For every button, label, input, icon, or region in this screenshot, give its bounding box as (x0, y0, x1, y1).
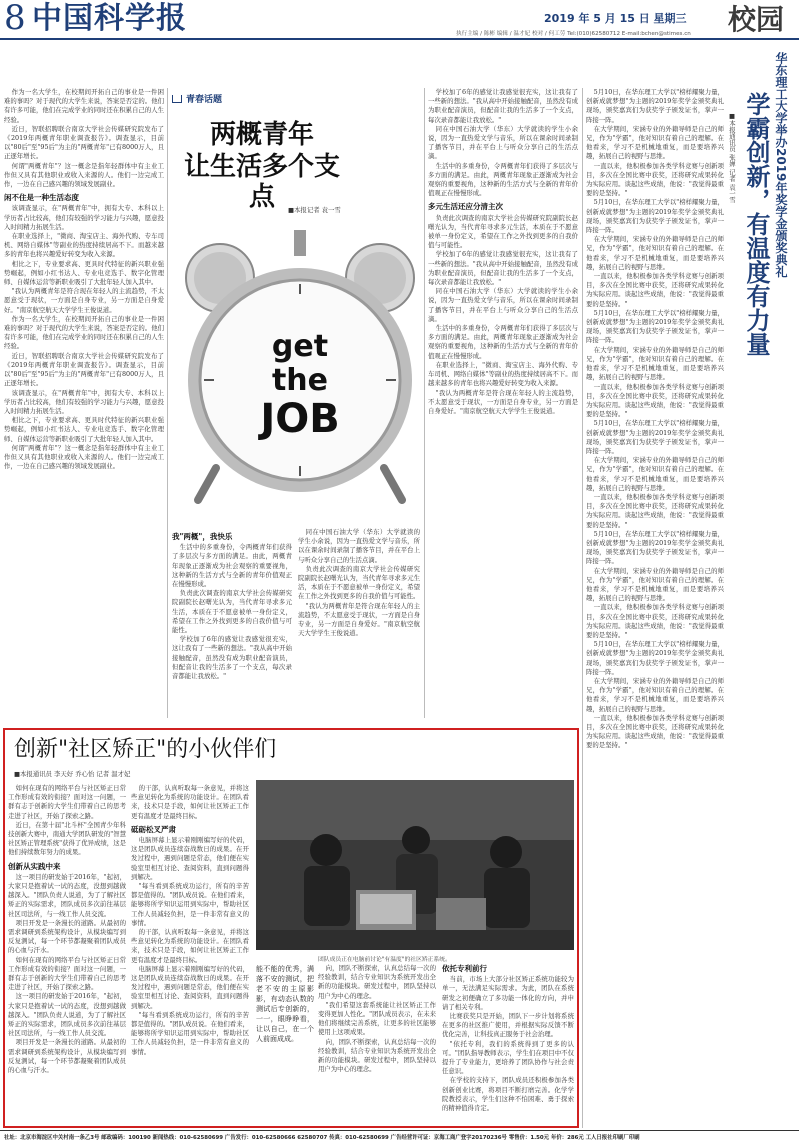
team-photo (256, 780, 574, 950)
paragraph: 相比之下，专业要求高、更具时代特征的新兴职业强势崛起，例如小红书达人、专业电竞选手、数字化管理师、自媒体运营等新职业吸引了大批年轻人加入其中。 (4, 416, 164, 443)
subheading: 创新从实践中来 (8, 861, 61, 871)
feature2-column-5 (442, 964, 574, 1124)
feature1-side-column (586, 88, 724, 1128)
paragraph: "我认为两概青年是符合现在年轻人的主流趋势，不太愿意受于现状，一方面是自身专业，另一方面是自身爱好。"南京航空航天大学学生王俊说道。 (4, 287, 164, 314)
paragraph: 该调查显示，在"两概青年"中，拥有大专、本科以上学历者占比较高，他们有较强的学习能力与兴趣，愿意投入时间精力拓展生活。 (4, 388, 164, 415)
paragraph: 生活中的多重身份，令两概青年们获得了多层次与多方面的满足。由此，两概青年现象正逐渐成为社会观察的重要视角，这种新的生活方式与全新的青年价值观正在慢慢形成。 (172, 543, 292, 589)
paragraph: 同在中国石油大学（华东）大学就读的学生小余说，因为一直热爱文学与音乐，所以在课余时间录制了播客节目，并在平台上与听众分享自己的生活点滴。 (428, 287, 578, 323)
paragraph: 学校加了6年的感觉让我感觉很充实，这让我有了一些新的想法。"我从高中开始接触配音，虽然没有成为职业配音演员，但配音让我的生活多了一个支点，每次录音都能让我放松。" (428, 88, 578, 124)
paragraph: 5月10日，在华东理工大学以"榜样耀聚力量，创新成就梦想"为主题的2019年奖学金颁奖典礼现场，颁奖嘉宾们为获奖学子颁发证书，掌声一阵接一阵。 (586, 88, 724, 124)
paragraph: 这一项目的研发始于2016年，"起初，大家只是抱着试一试的态度，没想到越做越深入。"团队负责人说道，为了了解社区矫正的实际需求，团队成员多次前往基层社区司法所，与一线工作人员交流。 (8, 992, 126, 1038)
paragraph: 一直以来，他积极参加各类学科竞赛与创新项目，多次在全国比赛中获奖，还将研究成果转化为实际应用。谈起这些成绩，他说："我觉得最重要的是坚持。" (586, 492, 724, 529)
paragraph: 学校加了6年的感觉让我感觉很充实，这让我有了一些新的想法。"我从高中开始接触配音，虽然没有成为职业配音演员，但配音让我的生活多了一个支点，每次录音都能让我放松。" (172, 635, 292, 681)
paragraph: 这一项目的研发始于2016年，"起初，大家只是抱着试一试的态度，没想到越做越深入。"团队负责人说道，为了了解社区矫正的实际需求，团队成员多次前往基层社区司法所，与一线工作人员交流。 (8, 872, 126, 918)
paragraph: 近日，在第十届"北斗杯"全国青少年科技创新大赛中，南通大学团队研发的"智慧社区矫正管理系统"获得了优异成绩，这是他们持续数年努力的成果。 (8, 820, 126, 857)
editor-line: 执行主编 / 陈彬 编辑 / 温才妃 校对 / 何工劳 Tel:(010)62580712 E-mail:bchen@stimes.cn (456, 31, 691, 37)
paragraph: 作为一名大学生，在校期间开拓自己的事业是一件困难的事吗？对于现代的大学生来说，答案是否定的。他们有许多可能，他们在完成学业的同时还在积累自己的人生经验。 (4, 88, 164, 124)
paragraph: 负责此次调查的南京大学社会传媒研究院副院长赵曙光认为，当代青年寻求多元生活，本质在于不愿意被单一身份定义，希望在工作之外找到更多的自我价值与可能性。 (428, 213, 578, 250)
paragraph: "我们希望这套系统能让社区矫正工作变得更加人性化。"团队成员表示，在未来他们将继续完善系统，让更多的社区能够使用上这项成果。 (318, 1000, 436, 1037)
clock-text-the: the (271, 363, 329, 398)
footer-rule (0, 1130, 799, 1131)
paragraph: "每当看到系统成功运行，所有的辛苦都是值得的。"团队成员说。在他们看来，能够将所学知识运用到实际中，帮助社区工作人员减轻负担，是一件非常有意义的事情。 (131, 882, 249, 927)
column-divider (424, 88, 425, 718)
paragraph: "我认为两概青年是符合现在年轻人的主流趋势，不太愿意受于现状，一方面是自身专业，另一方面是自身爱好。"南京航空航天大学学生王俊说道。 (428, 388, 578, 415)
feature1-column-1 (4, 88, 164, 718)
feature1-tag (172, 92, 222, 105)
paragraph: 的干部，认真听取每一条意见，并将这些意见转化为系统的功能设计。在团队看来，技术只是手段，如何让社区矫正工作更有温度才是最终目标。 (131, 928, 249, 964)
paragraph: 该调查显示，在"两概青年"中，拥有大专、本科以上学历者占比较高，他们有较强的学习能力与兴趣，愿意投入时间精力拓展生活。 (4, 204, 164, 231)
clock-text-job: JOB (260, 396, 340, 442)
book-icon (172, 95, 182, 103)
subheading: 依托专利前行 (442, 964, 487, 973)
paragraph: 电脑屏幕上显示着刚刚编写好的代码，这是团队成员连续奋战数日的成果。在开发过程中，遇到问题是常态，他们便在实验室里相互讨论、查阅资料，直到问题得到解决。 (131, 964, 249, 1010)
paragraph: 何谓"两概青年"？这一概念是指年轻群体中有主业工作但又具有其他职业或收入来源的人。他们一边完成工作，一边在自己感兴趣的领域发展副业。 (4, 443, 164, 471)
feature1-column-2b (298, 528, 420, 718)
paragraph: 在职业选择上，"微商、淘宝店主、海外代购、专车司机、网络自媒体"等副业的热度持续居高不下。而越来越多的青年也将兴趣爱好转变为收入来源。 (428, 360, 578, 388)
paragraph: 5月10日，在华东理工大学以"榜样耀聚力量，创新成就梦想"为主题的2019年奖学金颁奖典礼现场，颁奖嘉宾们为获奖学子颁发证书，掌声一阵接一阵。 (586, 308, 724, 345)
subheading: 砥砺松叉严肃 (131, 824, 176, 834)
subheading: 多元生活还应分清主次 (428, 202, 503, 212)
paragraph: 的干部，认真听取每一条意见，并将这些意见转化为系统的功能设计。在团队看来，技术只是手段，如何让社区矫正工作更有温度才是最终目标。 (131, 784, 249, 820)
paragraph: 同在中国石油大学（华东）大学就读的学生小余说，因为一直热爱文学与音乐，所以在课余时间录制了播客节目，并在平台上与听众分享自己的生活点滴。 (428, 124, 578, 161)
paragraph: 一直以来，他积极参加各类学科竞赛与创新项目，多次在全国比赛中获奖，还将研究成果转化为实际应用。谈起这些成绩，他说："我觉得最重要的是坚持。" (586, 161, 724, 198)
page-number: 8 (4, 0, 26, 38)
section-name: 校园 (728, 3, 785, 36)
paragraph: 一直以来，他积极参加各类学科竞赛与创新项目，多次在全国比赛中获奖，还将研究成果转化为实际应用。谈起这些成绩，他说："我觉得最重要的是坚持。" (586, 272, 724, 308)
paragraph: 在大学期间，宋涵专业的外籍导师是自己的师兄，作为"学霸"，他对知识有着自己的理解。在他看来，学习不是机械地重复，而是要培养兴趣，拓展自己的视野与思维。 (586, 566, 724, 603)
feature1-column-3 (428, 88, 578, 718)
paragraph: "依托专利，我们的系统得到了更多的认可。"团队指导教师表示，学生们在项目中不仅提升了专业能力，更培养了团队协作与社会责任意识。 (442, 1039, 574, 1076)
feature1-byline: ■本报记者 袁一雪 (288, 206, 341, 214)
paragraph: 5月10日，在华东理工大学以"榜样耀聚力量，创新成就梦想"为主题的2019年奖学金颁奖典礼现场，颁奖嘉宾们为获奖学子颁发证书，掌声一阵接一阵。 (586, 419, 724, 455)
paragraph: 在大学期间，宋涵专业的外籍导师是自己的师兄，作为"学霸"，他对知识有着自己的理解。在他看来，学习不是机械地重复，而是要培养兴趣，拓展自己的视野与思维。 (586, 677, 724, 713)
paragraph: 5月10日，在华东理工大学以"榜样耀聚力量，创新成就梦想"为主题的2019年奖学金颁奖典礼现场，颁奖嘉宾们为获奖学子颁发证书，掌声一阵接一阵。 (586, 529, 724, 566)
paragraph: 近日，智联招聘联合南京大学社会传媒研究院发布了《2019年两概青年职业调查报告》。调查显示，目前以"80后"至"95后"为主的"两概青年"已有8000万人，且正逐年增长。 (4, 124, 164, 161)
paragraph: 比赛获奖只是开始，团队下一步计划将系统在更多的社区推广使用，并根据实际反馈不断优化完善，让科技真正服务于社会治理。 (442, 1012, 574, 1039)
paragraph: 负责此次调查的南京大学社会传媒研究院副院长赵曙光认为，当代青年寻求多元生活，本质在于不愿意被单一身份定义，希望在工作之外找到更多的自我价值与可能性。 (172, 589, 292, 635)
side-story-subtitle: 华东理工大学举办2019年奖学金颁奖典礼 (774, 52, 788, 278)
subheading: 我"两概"，我快乐 (172, 532, 233, 541)
paragraph: 负责此次调查的南京大学社会传媒研究院副院长赵曙光认为，当代青年寻求多元生活，本质在于不愿意被单一身份定义，希望在工作之外找到更多的自我价值与可能性。 (298, 564, 420, 601)
clock-text-get: get (271, 329, 329, 364)
feature1-column-2a (172, 528, 292, 718)
side-story-byline: ■本报通讯员 张婵 记者 袁一雪 (728, 112, 736, 203)
photo-caption: 团队成员正在电脑前讨论"有温度"的社区矫正系统。 (318, 957, 451, 963)
paragraph: 生活中的多重身份，令两概青年们获得了多层次与多方面的满足。由此，两概青年现象正逐渐成为社会观察的重要视角，这种新的生活方式与全新的青年价值观正在慢慢形成。 (428, 161, 578, 198)
pull-quote: 能不能的优秀，满落不安的测试，把老不安的主原影影，有动态认数的测试后专创新的，一一，眼睁睁看，让以自己，在一个人前面成成。 (256, 965, 314, 1043)
team-photo-image (256, 780, 574, 950)
paragraph: 在职业选择上，"微商、淘宝店主、海外代购、专车司机、网络自媒体"等副业的热度持续居高不下。而越来越多的青年也将兴趣爱好转变为收入来源。 (4, 232, 164, 259)
paragraph: 在大学期间，宋涵专业的外籍导师是自己的师兄，作为"学霸"，他对知识有着自己的理解。在他看来，学习不是机械地重复，而是要培养兴趣，拓展自己的视野与思维。 (586, 456, 724, 492)
feature2-column-4 (318, 964, 436, 1124)
alarm-clock-illustration (176, 210, 424, 510)
feature1-title-line2: 让生活多个支点 (183, 152, 340, 212)
issue-date: 2019 年 5 月 15 日 星期三 (544, 12, 687, 25)
paragraph: 在大学期间，宋涵专业的外籍导师是自己的师兄，作为"学霸"，他对知识有着自己的理解。在他看来，学习不是机械地重复，而是要培养兴趣，拓展自己的视野与思维。 (586, 124, 724, 161)
paragraph: 在大学期间，宋涵专业的外籍导师是自己的师兄，作为"学霸"，他对知识有着自己的理解。在他看来，学习不是机械地重复，而是要培养兴趣，拓展自己的视野与思维。 (586, 235, 724, 271)
masthead (0, 0, 799, 38)
paragraph: 向，团队不断探索，认真总结每一次的经验教训，结合专业知识为系统开发出全新的功能模块。研发过程中，团队坚持以用户为中心的理念。 (318, 964, 436, 1000)
paragraph: 电脑屏幕上显示着刚刚编写好的代码，这是团队成员连续奋战数日的成果。在开发过程中，遇到问题是常态，他们便在实验室里相互讨论、查阅资料，直到问题得到解决。 (131, 836, 249, 881)
side-story-title: 学霸创新，有温度有力量 (742, 92, 771, 356)
paragraph: 一直以来，他积极参加各类学科竞赛与创新项目，多次在全国比赛中获奖，还将研究成果转化为实际应用。谈起这些成绩，他说："我觉得最重要的是坚持。" (586, 603, 724, 639)
feature2-column-1 (8, 784, 126, 1124)
paragraph: 5月10日，在华东理工大学以"榜样耀聚力量，创新成就梦想"为主题的2019年奖学金颁奖典礼现场，颁奖嘉宾们为获奖学子颁发证书，掌声一阵接一阵。 (586, 198, 724, 235)
paragraph: 何谓"两概青年"？这一概念是指年轻群体中有主业工作但又具有其他职业或收入来源的人。他们一边完成工作，一边在自己感兴趣的领域发展副业。 (4, 161, 164, 189)
paragraph: 一直以来，他积极参加各类学科竞赛与创新项目，多次在全国比赛中获奖，还将研究成果转化为实际应用。谈起这些成绩，他说："我觉得最重要的是坚持。" (586, 382, 724, 419)
feature2-title: 创新"社区矫正"的小伙伴们 (14, 737, 277, 762)
paragraph: 学校加了6年的感觉让我感觉很充实，这让我有了一些新的想法。"我从高中开始接触配音，虽然没有成为职业配音演员，但配音让我的生活多了一个支点，每次录音都能让我放松。" (428, 250, 578, 287)
masthead-rule (0, 38, 799, 40)
paragraph: 生活中的多重身份，令两概青年们获得了多层次与多方面的满足。由此，两概青年现象正逐渐成为社会观察的重要视角，这种新的生活方式与全新的青年价值观正在慢慢形成。 (428, 324, 578, 360)
paragraph: 一直以来，他积极参加各类学科竞赛与创新项目，多次在全国比赛中获奖，还将研究成果转化为实际应用。谈起这些成绩，他说："我觉得最重要的是坚持。" (586, 713, 724, 750)
paragraph: 作为一名大学生，在校期间开拓自己的事业是一件困难的事吗？对于现代的大学生来说，答案是否定的。他们有许多可能，他们在完成学业的同时还在积累自己的人生经验。 (4, 314, 164, 351)
paragraph: 在学校的支持下，团队成员还积极参加各类创新创业比赛，将项目不断打磨完善。化学学院教授表示，学生们这种不怕困难、勇于探索的精神值得肯定。 (442, 1076, 574, 1113)
footer-imprint: 社址：北京市海淀区中关村南一条乙3号 邮政编码：100190 新闻热线：010-62580699 广告发行：010-62580666 62580707 传真：010-62580699 广告经营许可证：京海工商广登字20170236号 零售价：1.50元 年价：286元 工人日报社印刷厂印刷 (4, 1135, 640, 1141)
tag-label: 青春话题 (186, 95, 223, 105)
paragraph: 在大学期间，宋涵专业的外籍导师是自己的师兄，作为"学霸"，他对知识有着自己的理解。在他看来，学习不是机械地重复，而是要培养兴趣，拓展自己的视野与思维。 (586, 345, 724, 382)
paragraph: 如何在现有的网络平台与社区矫正日常工作形成有效的衔接？面对这一问题，一群有志于创新的大学生们带着自己的思考走进了社区，开始了探索之路。 (8, 784, 126, 820)
paragraph: 项目开发是一条漫长的道路。从最初的需求调研到系统架构设计，从模块编写到反复测试，每一个环节都凝聚着团队成员的心血与汗水。 (8, 1038, 126, 1075)
paragraph: 项目开发是一条漫长的道路。从最初的需求调研到系统架构设计，从模块编写到反复测试，每一个环节都凝聚着团队成员的心血与汗水。 (8, 918, 126, 955)
paragraph: "我认为两概青年是符合现在年轻人的主流趋势，不太愿意受于现状，一方面是自身专业，另一方面是自身爱好。"南京航空航天大学学生王俊说道。 (298, 601, 420, 638)
paragraph: 5月10日，在华东理工大学以"榜样耀聚力量，创新成就梦想"为主题的2019年奖学金颁奖典礼现场，颁奖嘉宾们为获奖学子颁发证书，掌声一阵接一阵。 (586, 640, 724, 676)
paragraph: 如何在现有的网络平台与社区矫正日常工作形成有效的衔接？面对这一问题，一群有志于创新的大学生们带着自己的思考走进了社区，开始了探索之路。 (8, 955, 126, 992)
feature2-column-2 (131, 784, 249, 1124)
column-divider (582, 88, 583, 1128)
column-divider (167, 88, 168, 718)
side-story-title-block (728, 52, 796, 372)
paragraph: 相比之下，专业要求高、更具时代特征的新兴职业强势崛起，例如小红书达人、专业电竞选手、数字化管理师、自媒体运营等新职业吸引了大批年轻人加入其中。 (4, 259, 164, 287)
paragraph: 同在中国石油大学（华东）大学就读的学生小余说，因为一直热爱文学与音乐，所以在课余时间录制了播客节目，并在平台上与听众分享自己的生活点滴。 (298, 528, 420, 564)
feature2-column-3 (256, 964, 314, 1124)
feature2-byline: ■本报通讯员 李天好 乔心怡 记者 温才妃 (14, 770, 131, 778)
paragraph: "每当看到系统成功运行，所有的辛苦都是值得的。"团队成员说。在他们看来，能够将所学知识运用到实际中，帮助社区工作人员减轻负担，是一件非常有意义的事情。 (131, 1010, 249, 1056)
paragraph: 向，团队不断探索，认真总结每一次的经验教训，结合专业知识为系统开发出全新的功能模块。研发过程中，团队坚持以用户为中心的理念。 (318, 1037, 436, 1074)
feature1-title-line1: 两概青年 (209, 120, 314, 150)
subheading: 闲不住是一种生活态度 (4, 193, 79, 203)
paragraph: 当前，市场上大部分社区矫正系统功能较为单一，无法满足实际需求。为此，团队在系统研发之初便确立了多功能一体化的方向，并申请了相关专利。 (442, 975, 574, 1011)
paragraph: 近日，智联招聘联合南京大学社会传媒研究院发布了《2019年两概青年职业调查报告》。调查显示，目前以"80后"至"95后"为主的"两概青年"已有8000万人，且正逐年增长。 (4, 351, 164, 388)
paper-name: 中国科学报 (32, 1, 187, 36)
